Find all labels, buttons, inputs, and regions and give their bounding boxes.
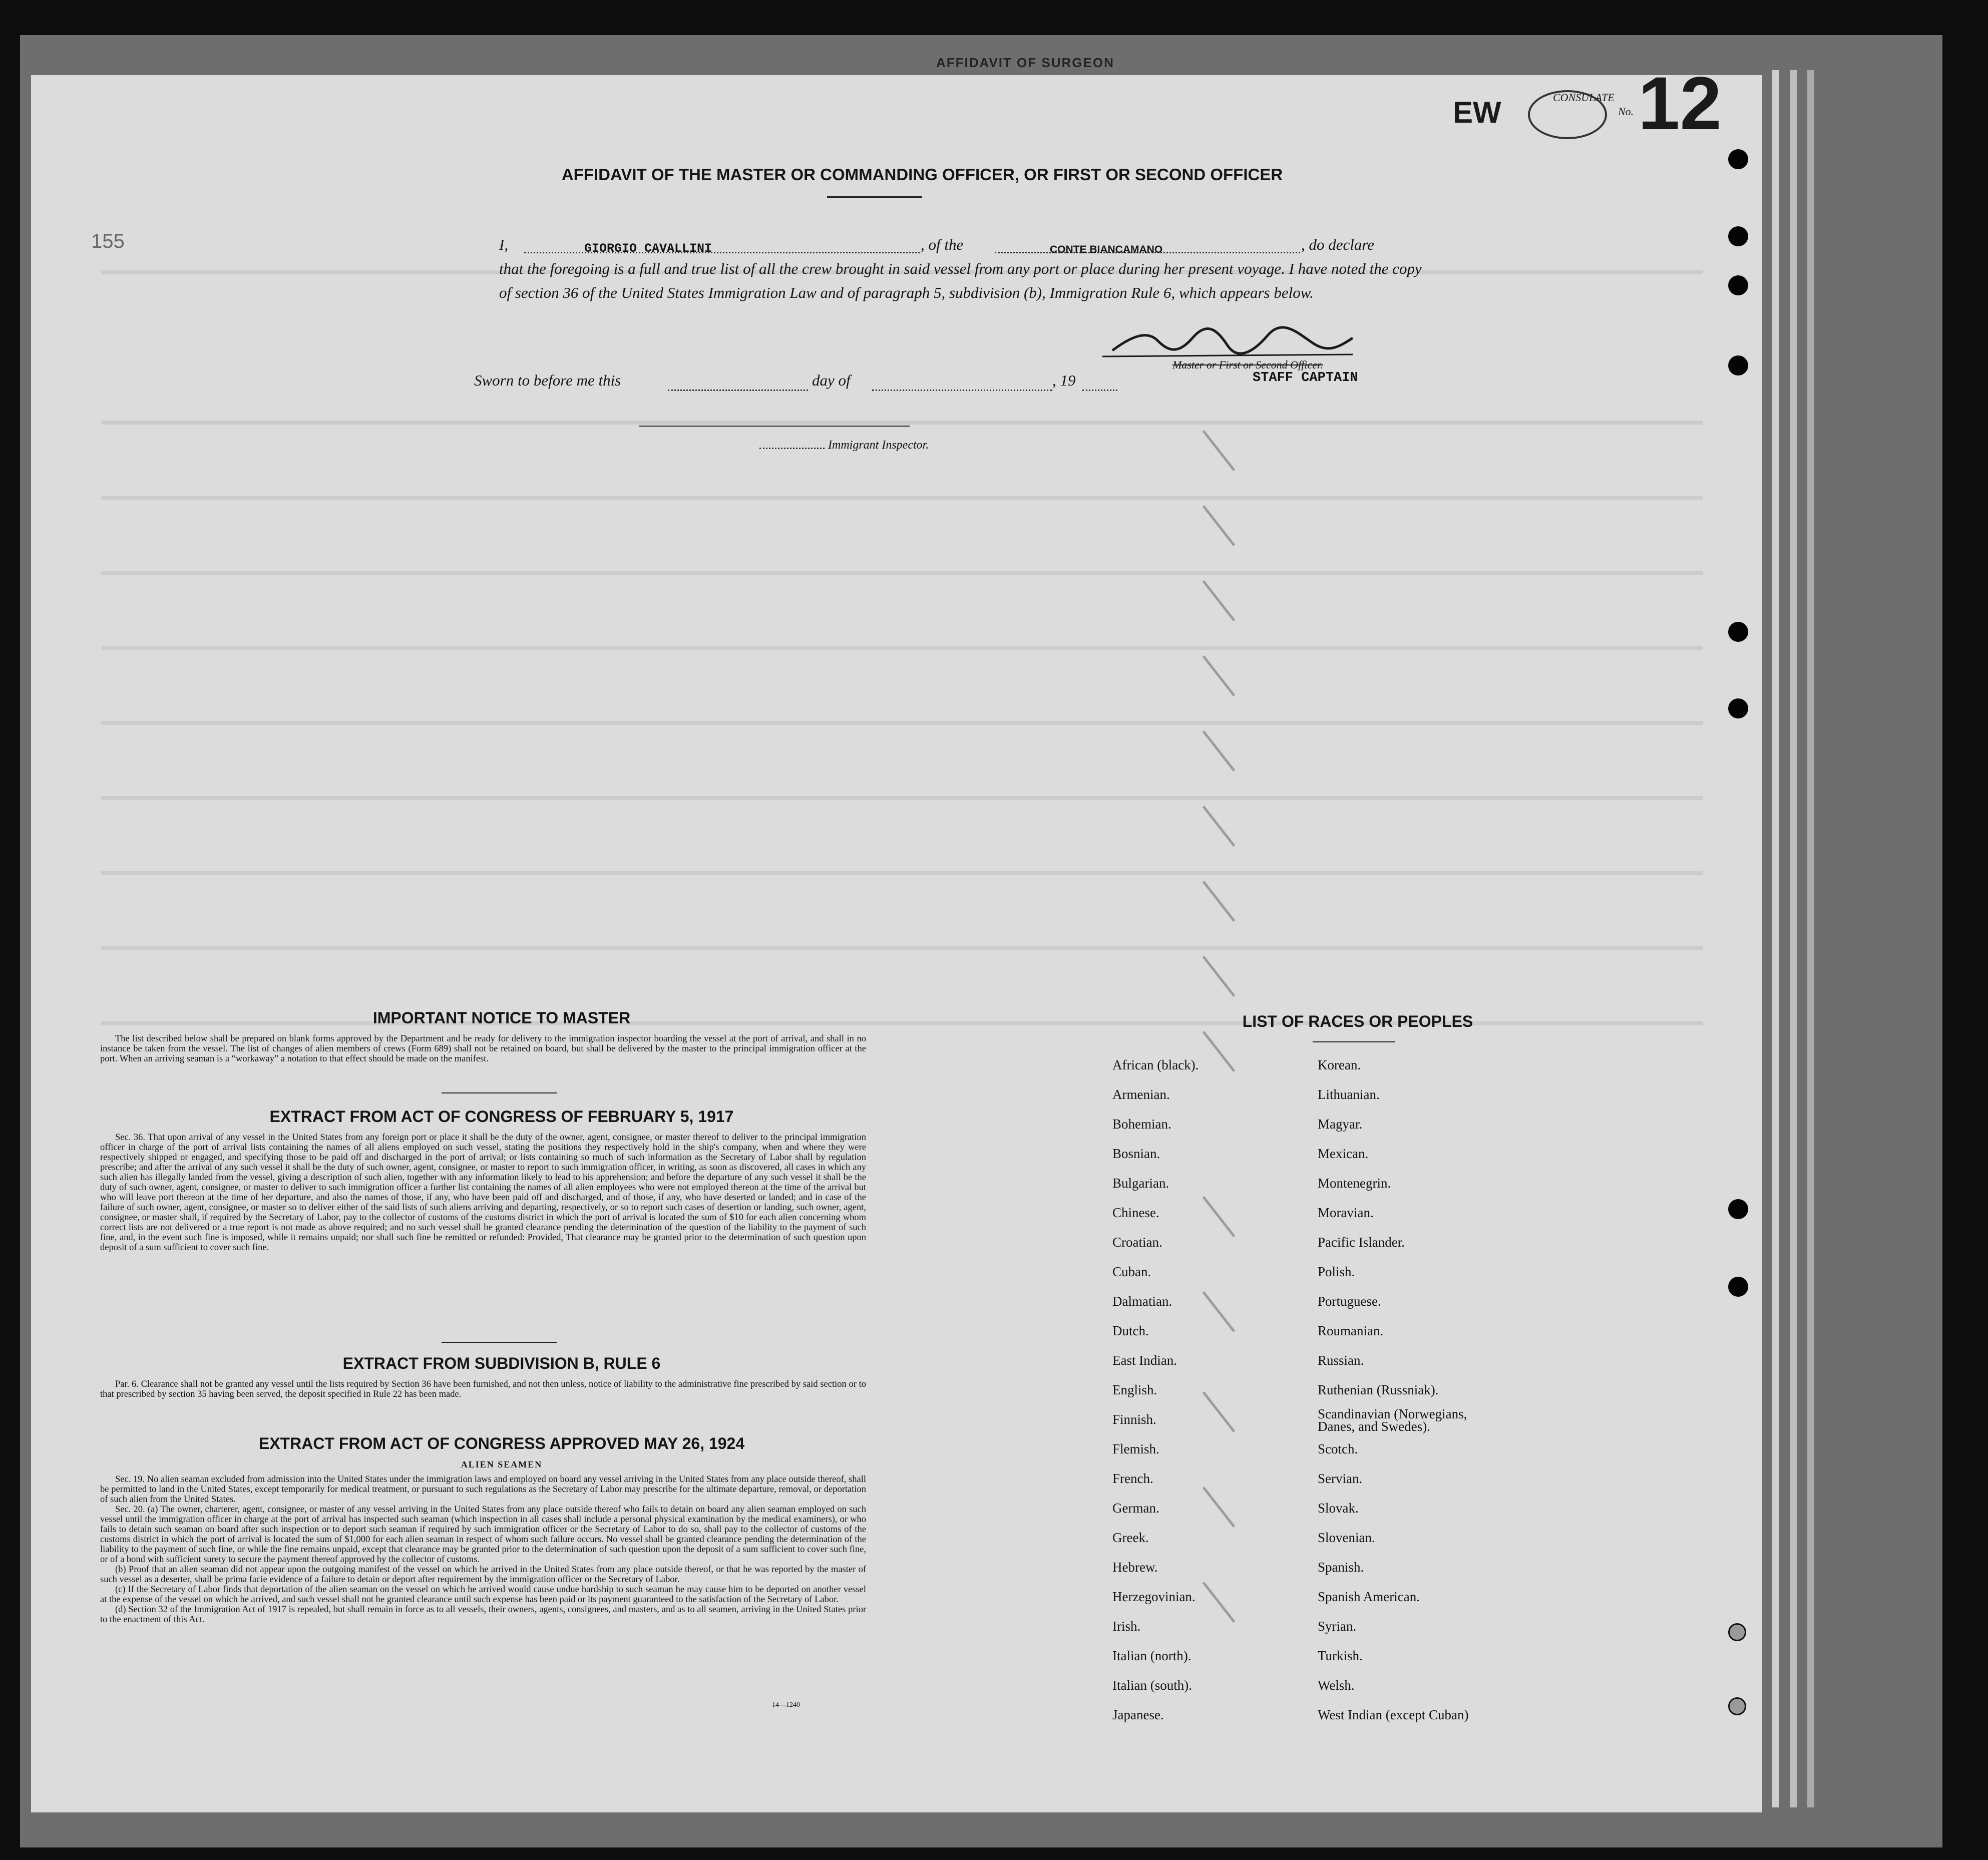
tick-mark <box>1203 430 1236 471</box>
races-rule <box>1313 1041 1395 1042</box>
race-left-item: Bosnian. <box>1112 1146 1160 1161</box>
stamp-number: 12 <box>1638 75 1722 145</box>
manifest-page <box>31 75 1762 1812</box>
section-rule <box>442 1092 557 1093</box>
race-left-item: Chinese. <box>1112 1205 1159 1220</box>
notice-text: The list described below shall be prepared on blank forms approved by the Department and be ready for delivery to the immigration inspector boarding the vessel at the port of arrival, and shall in no instance be taken from the vessel. The list of changes of alien members of crews (Form 689) shall not be retained on board, but shall be delivered by the master to the principal immigration officer at the port. When an arriving seaman is a “workaway” a notation to that effect should be made on the manifest. <box>100 1034 866 1064</box>
race-left-item: Dalmatian. <box>1112 1294 1172 1309</box>
day-of-label: day of <box>812 371 851 389</box>
declare-label: , do declare <box>1301 236 1375 253</box>
year-line <box>1082 375 1117 391</box>
race-right-item: Pacific Islander. <box>1318 1235 1405 1250</box>
month-line <box>872 375 1052 391</box>
race-left-item: Italian (south). <box>1112 1678 1192 1693</box>
punch-hole-icon <box>1728 622 1748 642</box>
section-36-text: Sec. 36. That upon arrival of any vessel in the United States from any foreign port or place it shall be the duty of the owner, agent, consignee, or master thereof to deliver to the principal immigration officer in charge of the port of arrival lists containing the names of all aliens employed on such vessel, stating the positions they respectively hold in the ship's company, when and where they were respectively shipped or engaged, and specifying those to be paid off and discharged in the port of arrival; or lists containing so much of such information as the Secretary of Labor shall by regulation prescribe; and after the arrival of any such vessel it shall be the duty of such owner, agent, consignee, or master to report to such immigration officer, in writing, as soon as discovered, all cases in which any such alien has illegally landed from the vessel, giving a description of such alien, together with any information likely to lead to his apprehension; and before the departure of any such vessel it shall be the duty of such owner, agent, consignee, or master to deliver to such immigration officer a further list containing the names of all alien employees who were not employed thereon at the time of the arrival but who will leave port thereon at the time of her departure, and also the names of those, if any, who have been paid off and discharged, and of those, if any, who have deserted or landed; and in case of the failure of such owner, agent, consignee, or master so to deliver either of the said lists of such aliens arriving and departing, respectively, or so to report such cases of desertion or landing, such owner, agent, consignee, or master shall, if required by the Secretary of Labor, pay to the collector of customs of the customs district in which the port of arrival is located the sum of $10 for each alien concerning whom correct lists are not delivered or a true report is not made as above required; and no such vessel shall be granted clearance pending the determination of the question of the liability to the payment of such fine, and, in the event such fine is imposed, while it remains unpaid; nor shall such fine be remitted or refunded: Provided, That clearance may be granted prior to the determination of such question upon deposit of a sum sufficient to cover such fine. <box>100 1133 866 1253</box>
tick-mark <box>1203 881 1236 922</box>
tick-mark <box>1203 580 1236 621</box>
alien-seamen-subheading: ALIEN SEAMEN <box>461 1459 543 1469</box>
race-right-item: Montenegrin. <box>1318 1176 1391 1191</box>
sworn-label: Sworn to before me this <box>474 371 621 389</box>
race-right-item: Spanish. <box>1318 1560 1364 1575</box>
tick-mark <box>1203 1486 1236 1528</box>
affidavit-heading: AFFIDAVIT OF THE MASTER OR COMMANDING OFFICER, OR FIRST OR SECOND OFFICER <box>561 165 1283 184</box>
tick-mark <box>1203 505 1236 546</box>
page-edge <box>1807 70 1814 1807</box>
tick-mark <box>1203 1391 1236 1432</box>
punch-hole-icon <box>1728 1199 1748 1219</box>
race-left-item: Bulgarian. <box>1112 1176 1169 1191</box>
punch-hole-icon <box>1728 226 1748 246</box>
punch-hole-icon <box>1728 1623 1746 1641</box>
race-left-item: Bohemian. <box>1112 1117 1171 1132</box>
race-right-item: Slovenian. <box>1318 1530 1375 1545</box>
tick-mark <box>1203 1031 1236 1072</box>
extract-1924-body <box>100 1474 866 1625</box>
name-line <box>524 237 920 253</box>
race-right-item: Syrian. <box>1318 1619 1357 1634</box>
race-right-item: Lithuanian. <box>1318 1087 1380 1102</box>
race-right-item: Polish. <box>1318 1264 1355 1279</box>
race-right-item: Scandinavian (Norwegians, Danes, and Swedes). <box>1318 1406 1467 1434</box>
race-right-item: Roumanian. <box>1318 1323 1384 1338</box>
race-right-item: West Indian (except Cuban) <box>1318 1707 1469 1722</box>
tick-mark <box>1203 1291 1236 1332</box>
race-right-item: Korean. <box>1318 1057 1361 1072</box>
signer-title: STAFF CAPTAIN <box>1253 370 1358 386</box>
race-right-item: Portuguese. <box>1318 1294 1381 1309</box>
race-left-item: German. <box>1112 1501 1159 1516</box>
tick-mark <box>1203 730 1236 772</box>
races-heading: LIST OF RACES OR PEOPLES <box>1242 1012 1473 1030</box>
struck-signer-label: Master or First or Second Officer. <box>1172 358 1323 371</box>
race-right-item: Welsh. <box>1318 1678 1355 1693</box>
race-left-item: Herzegovinian. <box>1112 1589 1196 1604</box>
race-left-item: Cuban. <box>1112 1264 1151 1279</box>
punch-hole-icon <box>1728 275 1748 295</box>
stamp-letters: EW <box>1453 96 1501 129</box>
section-20d-text: (d) Section 32 of the Immigration Act of 1917 is repealed, but shall remain in force as to all vessels, their owners, agents, consignees, and masters, and as to all seamen, arriving in the United States prior to the enactment of this Act. <box>100 1605 866 1625</box>
tick-mark <box>1203 1582 1236 1623</box>
inspector-signature-line <box>639 426 910 427</box>
race-left-item: English. <box>1112 1382 1157 1397</box>
extract-1917-body <box>100 1133 866 1253</box>
inspector-label: Immigrant Inspector. <box>828 439 929 452</box>
extract-1924-heading: EXTRACT FROM ACT OF CONGRESS APPROVED MAY 26, 1924 <box>258 1434 745 1452</box>
race-left-item: Greek. <box>1112 1530 1149 1545</box>
race-left-item: Croatian. <box>1112 1235 1162 1250</box>
page-edge <box>1790 70 1797 1807</box>
race-left-item: Armenian. <box>1112 1087 1170 1102</box>
heading-rule <box>827 196 922 198</box>
notice-body <box>100 1034 866 1064</box>
subdivision-body <box>100 1379 866 1399</box>
punch-hole-icon <box>1728 355 1748 376</box>
race-right-item: Scotch. <box>1318 1441 1358 1456</box>
race-left-item: Japanese. <box>1112 1707 1164 1722</box>
race-left-item: Italian (north). <box>1112 1648 1191 1663</box>
rule-6-text: Par. 6. Clearance shall not be granted any vessel until the lists required by Section 36 have been furnished, and not then unless, notice of liability to the administrative fine prescribed by said section or to that prescribed by section 35 having been served, the deposit specified in Rule 22 has been made. <box>100 1379 866 1399</box>
punch-hole-icon <box>1728 149 1748 169</box>
section-19-text: Sec. 19. No alien seaman excluded from admission into the United States under the immigration laws and employed on board any vessel arriving in the United States from any place outside thereof, shall be permitted to land in the United States, except temporarily for medical treatment, or pursuant to such regulations as the Secretary of Labor may prescribe for the ultimate departure, removal, or deportation of such alien from the United States. <box>100 1474 866 1505</box>
punch-hole-icon <box>1728 1697 1746 1715</box>
race-right-item: Mexican. <box>1318 1146 1369 1161</box>
extract-1917-heading: EXTRACT FROM ACT OF CONGRESS OF FEBRUARY 5, 1917 <box>269 1107 734 1126</box>
declaration-text: that the foregoing is a full and true list of all the crew brought in said vessel from any port or place during her present voyage. I have noted the copy of section 36 of the United States Immigration Law and of paragraph 5, subdivision (b), Immigration Rule 6, which appears below. <box>499 260 1422 301</box>
of-the-label: , of the <box>921 236 964 253</box>
subdivision-heading: EXTRACT FROM SUBDIVISION B, RULE 6 <box>342 1354 661 1372</box>
race-left-item: Dutch. <box>1112 1323 1149 1338</box>
sworn-date-line <box>668 375 808 391</box>
punch-hole-icon <box>1728 698 1748 718</box>
race-right-item: Servian. <box>1318 1471 1363 1486</box>
notice-heading: IMPORTANT NOTICE TO MASTER <box>372 1009 631 1027</box>
tick-mark <box>1203 806 1236 847</box>
tick-mark <box>1203 655 1236 696</box>
race-left-item: French. <box>1112 1471 1153 1486</box>
race-right-item: Moravian. <box>1318 1205 1374 1220</box>
seal-text: CONSULATE <box>1553 91 1615 104</box>
race-right-item: Russian. <box>1318 1353 1364 1368</box>
section-rule <box>442 1342 557 1343</box>
section-20b-text: (b) Proof that an alien seaman did not appear upon the outgoing manifest of the vessel on which he arrived in the United States from any place outside thereof, or that he was reported by the master of such vessel as a deserter, shall be prima facie evidence of a failure to detain or deport after requirement by the immigration officer or the Secretary of Labor. <box>100 1565 866 1585</box>
race-left-item: Hebrew. <box>1112 1560 1158 1575</box>
section-20c-text: (c) If the Secretary of Labor finds that deportation of the alien seaman on the vessel on which he arrived would cause undue hardship to such seaman he may cause him to be deported on another vessel at the expense of the vessel on which he arrived, and such vessel shall not be granted clearance until such expense has been paid or its payment guaranteed to the satisfaction of the Secretary of Labor. <box>100 1585 866 1605</box>
vessel-name: CONTE BIANCAMANO <box>1050 244 1163 255</box>
master-name: GIORGIO CAVALLINI <box>584 241 712 256</box>
year-prefix: , 19 <box>1052 371 1076 389</box>
tick-mark <box>1203 956 1236 997</box>
ship-number-stamp <box>1453 75 1722 145</box>
race-left-item: East Indian. <box>1112 1353 1177 1368</box>
declaration-prefix: I, <box>499 236 509 253</box>
race-right-item: Slovak. <box>1318 1501 1359 1516</box>
race-right-item: Turkish. <box>1318 1648 1363 1663</box>
race-right-item: Ruthenian (Russniak). <box>1318 1382 1439 1397</box>
punch-hole-icon <box>1728 1277 1748 1297</box>
race-left-item: Irish. <box>1112 1619 1141 1634</box>
back-sheet-title: AFFIDAVIT OF SURGEON <box>936 55 1114 70</box>
section-20a-text: Sec. 20. (a) The owner, charterer, agent, consignee, or master of any vessel arriving in the United States from any place outside thereof who fails to detain on board any alien seaman employed on such vessel until the immigration officer in charge at the port of arrival has inspected such seaman (which inspection in all cases shall include a personal physical examination by the medical examiners), or who fails to detain such seaman on board after such inspection or to deport such seaman if required by such immigration officer or the Secretary of Labor to do so, shall pay to the collector of customs of the customs district in which the port of arrival is located the sum of $1,000 for each alien seaman in respect of whom such failure occurs. No vessel shall be granted clearance pending the determination of the liability to the payment of such fine, or while the fine remains unpaid, except that clearance may be granted prior to the determination of such question upon the deposit of a sum sufficient to cover such fine, or of a bond with sufficient surety to secure the payment thereof approved by the collector of customs. <box>100 1505 866 1565</box>
race-left-item: Flemish. <box>1112 1441 1159 1456</box>
race-right-item: Spanish American. <box>1318 1589 1420 1604</box>
declaration <box>499 233 1425 305</box>
form-number: 14—1240 <box>772 1701 800 1709</box>
page-edge <box>1772 70 1779 1807</box>
page-number: 155 <box>91 230 125 252</box>
race-right-item: Magyar. <box>1318 1117 1363 1132</box>
stamp-no-label: No. <box>1618 105 1634 118</box>
race-left-item: Finnish. <box>1112 1412 1156 1427</box>
race-left-item: African (black). <box>1112 1057 1199 1072</box>
tick-mark <box>1203 1196 1236 1237</box>
inspector-dots <box>759 437 825 449</box>
